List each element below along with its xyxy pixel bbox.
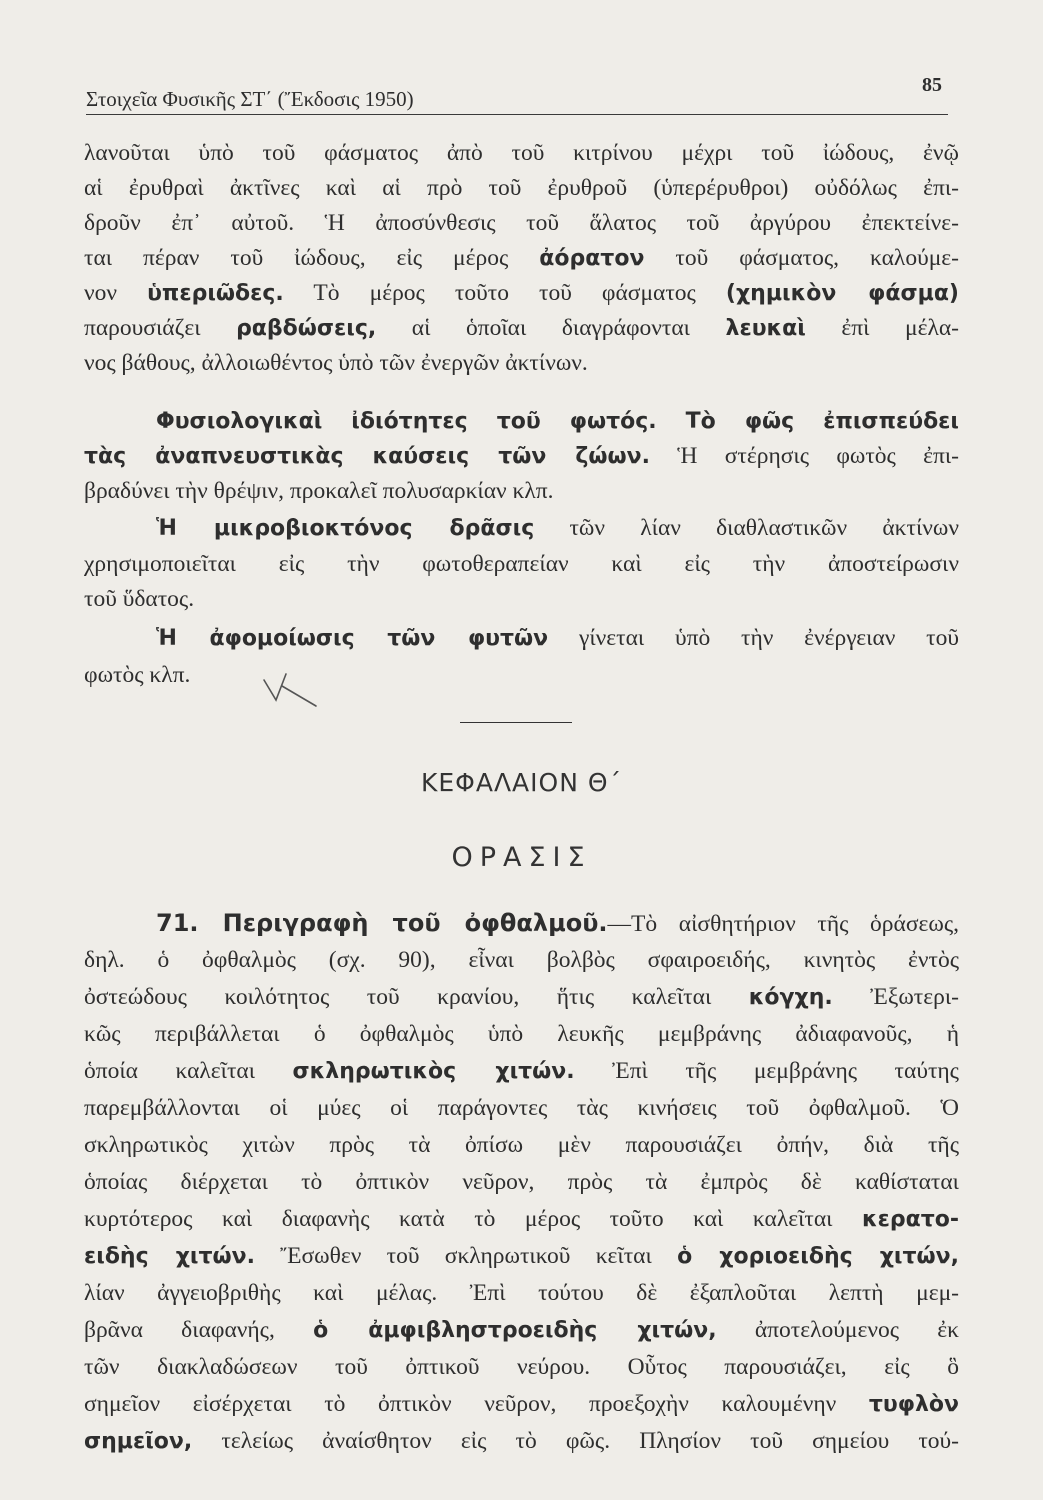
text-line: αἱ ἐρυθραὶ ἀκτῖνες καὶ αἱ πρὸ τοῦ ἐρυθροῦ (ὑπερέρυθροι) οὐδόλως ἐπι- <box>84 175 959 201</box>
text-line: λανοῦται ὑπὸ τοῦ φάσματος ἀπὸ τοῦ κιτρίνου μέχρι τοῦ ἰώδους, ἐνῷ <box>84 140 959 166</box>
text-line: σκληρωτικὸς χιτὼν πρὸς τὰ ὀπίσω μὲν παρουσιάζει ὀπήν, διὰ τῆς <box>84 1132 959 1158</box>
section-heading: 71. Περιγραφὴ τοῦ ὀφθαλμοῦ. <box>156 909 608 937</box>
bold-term: ραβδώσεις, <box>236 316 377 341</box>
bold-term: σημεῖον, <box>84 1429 193 1454</box>
text-line: κῶς περιβάλλεται ὁ ὀφθαλμὸς ὑπὸ λευκῆς μεμβράνης ἀδιαφανοῦς, ἡ <box>84 1021 959 1047</box>
text-line: κυρτότερος καὶ διαφανὴς κατὰ τὸ μέρος τοῦτο καὶ καλεῖται κερατο- <box>84 1206 959 1232</box>
bold-term: Ἡ ἀφομοίωσις τῶν φυτῶν <box>156 626 549 651</box>
bold-term: λευκαὶ <box>725 316 806 341</box>
text-line: βραδύνει τὴν θρέψιν, προκαλεῖ πολυσαρκίαν κλπ. <box>84 478 554 504</box>
page-number: 85 <box>922 74 942 96</box>
bold-term: κόγχη. <box>748 985 833 1010</box>
chapter-heading: ΚΕΦΑΛΑΙΟΝ Θ΄ <box>420 768 623 797</box>
bold-term: ὑπεριῶδες. <box>147 281 284 306</box>
text-line: ὁποία καλεῖται σκληρωτικὸς χιτών. Ἐπὶ τῆς μεμβράνης ταύτης <box>84 1058 959 1084</box>
text-line: λίαν ἀγγειοβριθὴς καὶ μέλας. Ἐπὶ τούτου δὲ ἐξαπλοῦται λεπτὴ μεμ- <box>84 1280 959 1306</box>
text-line: νον ὑπεριῶδες. Τὸ μέρος τοῦτο τοῦ φάσματος (χημικὸν φάσμα) <box>84 280 959 306</box>
text-line: 71. Περιγραφὴ τοῦ ὀφθαλμοῦ.—Τὸ αἰσθητήριον τῆς ὁράσεως, <box>156 909 959 937</box>
text-line: παρουσιάζει ραβδώσεις, αἱ ὁποῖαι διαγράφονται λευκαὶ ἐπὶ μέλα- <box>84 315 960 341</box>
text-line: τὰς ἀναπνευστικὰς καύσεις τῶν ζώων. Ἡ στέρησις φωτὸς ἐπι- <box>84 443 960 469</box>
text-line: δροῦν ἐπ᾿ αὐτοῦ. Ἡ ἀποσύνθεσις τοῦ ἅλατος τοῦ ἀργύρου ἐπεκτείνε- <box>84 210 959 236</box>
text-line: παρεμβάλλονται οἱ μύες οἱ παράγοντες τὰς κινήσεις τοῦ ὀφθαλμοῦ. Ὁ <box>84 1095 959 1121</box>
text-line: βρᾶνα διαφανής, ὁ ἀμφιβληστροειδὴς χιτών, ἀποτελούμενος ἐκ <box>84 1317 959 1343</box>
text-line: φωτὸς κλπ. <box>84 662 191 688</box>
page-header <box>86 74 948 115</box>
bold-term: Τὸ φῶς ἐπισπεύδει <box>656 409 960 434</box>
bold-term: σκληρωτικὸς χιτών. <box>292 1059 575 1084</box>
text-line: σημεῖον, τελείως ἀναίσθητον εἰς τὸ φῶς. Πλησίον τοῦ σημείου τού- <box>84 1428 959 1454</box>
bold-term: ὁ χοριοειδὴς χιτών, <box>677 1244 959 1269</box>
text-line: δηλ. ὁ ὀφθαλμὸς (σχ. 90), εἶναι βολβὸς σφαιροειδής, κινητὸς ἐντὸς <box>84 947 959 973</box>
text-line: τῶν διακλαδώσεων τοῦ ὀπτικοῦ νεύρου. Οὗτος παρουσιάζει, εἰς ὃ <box>84 1354 959 1380</box>
bold-term: ειδὴς χιτών. <box>84 1244 255 1269</box>
text-line: Ἡ μικροβιοκτόνος δρᾶσις τῶν λίαν διαθλαστικῶν ἀκτίνων <box>156 515 959 541</box>
text-line <box>84 404 959 438</box>
chapter-title: ΟΡΑΣΙΣ <box>451 842 592 873</box>
text-line: ειδὴς χιτών. Ἔσωθεν τοῦ σκληρωτικοῦ κεῖται ὁ χοριοειδὴς χιτών, <box>84 1243 959 1269</box>
bold-term: ἀόρατον <box>539 246 645 271</box>
text-line: νος βάθους, ἀλλοιωθέντος ὑπὸ τῶν ἐνεργῶν ἀκτίνων. <box>84 350 588 376</box>
text-line: ὁποίας διέρχεται τὸ ὀπτικὸν νεῦρον, πρὸς τὰ ἐμπρὸς δὲ καθίσταται <box>84 1169 959 1195</box>
text-line: τοῦ ὕδατος. <box>84 586 195 612</box>
text-line: χρησιμοποιεῖται εἰς τὴν φωτοθεραπείαν καὶ εἰς τὴν ἀποστείρωσιν <box>84 551 959 577</box>
text-line: σημεῖον εἰσέρχεται τὸ ὀπτικὸν νεῦρον, προεξοχὴν καλουμένην τυφλὸν <box>84 1391 959 1417</box>
section-divider <box>460 722 572 723</box>
bold-term: τυφλὸν <box>868 1392 959 1417</box>
text-line: ὀστεώδους κοιλότητος τοῦ κρανίου, ἥτις καλεῖται κόγχη. Ἐξωτερι- <box>84 984 959 1010</box>
handwritten-check-icon <box>258 666 328 710</box>
running-head: Στοιχεῖα Φυσικῆς ΣΤ΄ (Ἔκδοσις 1950) <box>86 87 414 111</box>
bold-term: (χημικὸν φάσμα) <box>725 281 959 306</box>
bold-term: Ἡ μικροβιοκτόνος δρᾶσις <box>156 516 535 541</box>
text-line: Ἡ ἀφομοίωσις τῶν φυτῶν γίνεται ὑπὸ τὴν ἐνέργειαν τοῦ <box>156 625 959 651</box>
text-line: ται πέραν τοῦ ἰώδους, εἰς μέρος ἀόρατον τοῦ φάσματος, καλούμε- <box>84 245 959 271</box>
bold-term: κερατο- <box>861 1207 959 1232</box>
bold-term: ὁ ἀμφιβληστροειδὴς χιτών, <box>313 1318 717 1343</box>
bold-term: τὰς ἀναπνευστικὰς καύσεις τῶν ζώων. <box>84 444 650 469</box>
bold-term: Φυσιολογικαὶ ἰδιότητες τοῦ φωτός. <box>156 409 657 434</box>
